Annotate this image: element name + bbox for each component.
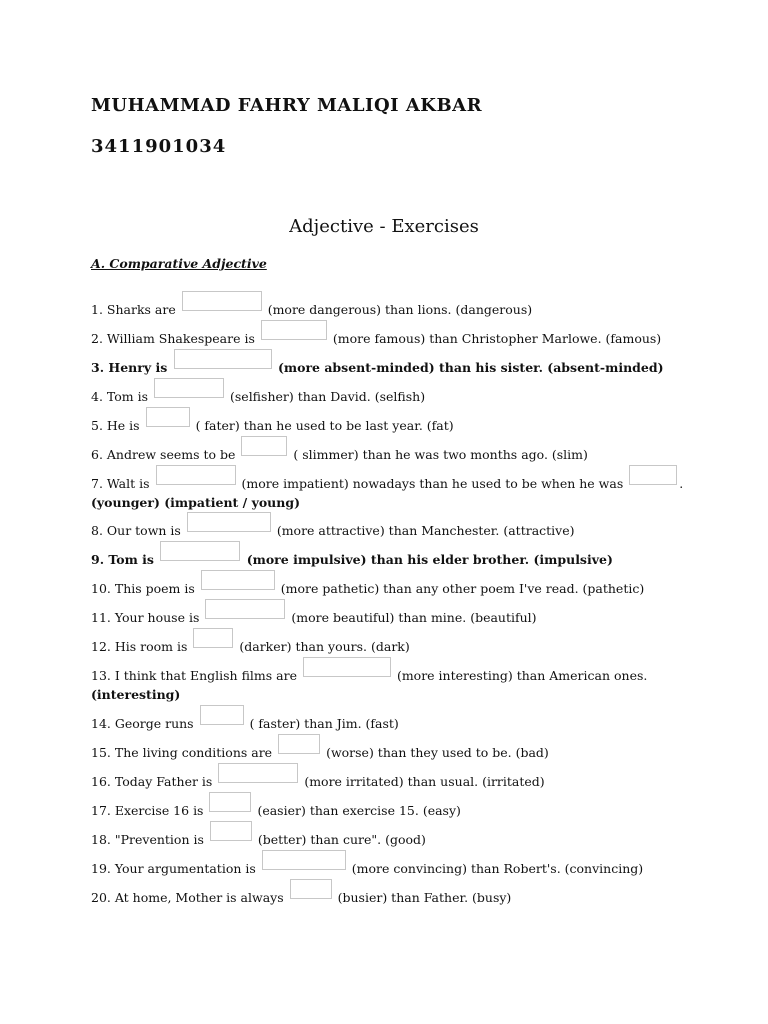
- item-answer: ( faster) than Jim. (fast): [249, 716, 399, 731]
- exercise-item-6: [91, 442, 651, 464]
- item-prompt: 18. "Prevention is: [91, 832, 204, 847]
- answer-field[interactable]: [193, 628, 233, 648]
- exercise-item-5: [91, 413, 651, 435]
- item-answer: ( slimmer) than he was two months ago. (slim): [293, 447, 588, 462]
- item-prompt: 16. Today Father is: [91, 774, 213, 789]
- answer-field[interactable]: [200, 705, 244, 725]
- item-answer: (busier) than Father. (busy): [337, 890, 512, 905]
- exercise-item-8: [91, 518, 651, 540]
- item-answer: (more pathetic) than any other poem I've read. (pathetic): [280, 581, 645, 596]
- item-continuation: (interesting): [91, 687, 181, 702]
- item-prompt: 5. He is: [91, 418, 140, 433]
- student-name: MUHAMMAD FAHRY MALIQI AKBAR: [91, 95, 483, 116]
- item-answer: (selfisher) than David. (selfish): [230, 389, 426, 404]
- answer-field[interactable]: [154, 378, 224, 398]
- item-answer: (more convincing) than Robert's. (convincing): [351, 861, 644, 876]
- item-continuation: (younger) (impatient / young): [91, 495, 301, 510]
- student-id: 3411901034: [91, 136, 227, 157]
- item-answer: (more dangerous) than lions. (dangerous): [267, 302, 533, 317]
- item-prompt: 10. This poem is: [91, 581, 195, 596]
- answer-field[interactable]: [156, 465, 236, 485]
- answer-field[interactable]: [205, 599, 285, 619]
- item-answer: (more irritated) than usual. (irritated): [304, 774, 545, 789]
- item-prompt: 20. At home, Mother is always: [91, 890, 284, 905]
- item-answer: (better) than cure". (good): [257, 832, 426, 847]
- item-prompt: 12. His room is: [91, 639, 188, 654]
- item-answer: (more impulsive) than his elder brother. (impulsive): [246, 552, 613, 567]
- item-answer: (more famous) than Christopher Marlowe. (famous): [332, 331, 662, 346]
- exercise-item-20: [91, 885, 651, 907]
- item-prompt: 3. Henry is: [91, 360, 168, 375]
- exercise-item-3: [91, 355, 664, 377]
- exercise-item-15: [91, 740, 651, 762]
- exercise-item-12: [91, 634, 651, 656]
- answer-field[interactable]: [241, 436, 287, 456]
- answer-field[interactable]: [160, 541, 240, 561]
- item-answer: ( fater) than he used to be last year. (fat): [195, 418, 454, 433]
- answer-field[interactable]: [290, 879, 332, 899]
- item-prompt: 7. Walt is: [91, 476, 150, 491]
- item-prompt: 17. Exercise 16 is: [91, 803, 204, 818]
- item-prompt: 1. Sharks are: [91, 302, 176, 317]
- item-prompt: 13. I think that English films are: [91, 668, 297, 683]
- item-prompt: 19. Your argumentation is: [91, 861, 256, 876]
- exercise-item-18: [91, 827, 651, 849]
- item-answer: (more beautiful) than mine. (beautiful): [291, 610, 537, 625]
- item-answer: (more interesting) than American ones.: [396, 668, 648, 683]
- section-heading: A. Comparative Adjective: [91, 256, 267, 271]
- item-answer: (more absent-minded) than his sister. (absent-minded): [277, 360, 664, 375]
- item-prompt: 2. William Shakespeare is: [91, 331, 255, 346]
- answer-field[interactable]: [182, 291, 262, 311]
- exercise-item-17: [91, 798, 651, 820]
- answer-field[interactable]: [174, 349, 272, 369]
- exercise-item-14: [91, 711, 651, 733]
- answer-field[interactable]: [187, 512, 271, 532]
- item-prompt: 11. Your house is: [91, 610, 200, 625]
- answer-field[interactable]: [278, 734, 320, 754]
- item-answer: (worse) than they used to be. (bad): [326, 745, 549, 760]
- exercise-item-11: [91, 605, 651, 627]
- answer-field[interactable]: [210, 821, 252, 841]
- exercise-item-19: [91, 856, 651, 878]
- item-period: .: [679, 476, 684, 491]
- answer-field[interactable]: [209, 792, 251, 812]
- answer-field[interactable]: [218, 763, 298, 783]
- answer-field[interactable]: [262, 850, 346, 870]
- item-prompt: 4. Tom is: [91, 389, 149, 404]
- answer-field-2[interactable]: [629, 465, 677, 485]
- item-answer: (more impatient) nowadays than he used to be when he was: [241, 476, 624, 491]
- item-prompt: 9. Tom is: [91, 552, 154, 567]
- answer-field[interactable]: [201, 570, 275, 590]
- exercise-item-4: [91, 384, 651, 406]
- page-title: Adjective - Exercises: [289, 216, 479, 237]
- item-prompt: 8. Our town is: [91, 523, 181, 538]
- exercise-item-10: [91, 576, 651, 598]
- item-answer: (darker) than yours. (dark): [239, 639, 410, 654]
- exercise-item-2: [91, 326, 662, 348]
- exercise-item-13: [91, 663, 651, 704]
- exercise-item-16: [91, 769, 651, 791]
- answer-field[interactable]: [261, 320, 327, 340]
- item-prompt: 14. George runs: [91, 716, 194, 731]
- exercise-item-1: [91, 297, 651, 319]
- exercise-item-7: [91, 471, 684, 512]
- item-answer: (easier) than exercise 15. (easy): [257, 803, 461, 818]
- answer-field[interactable]: [146, 407, 190, 427]
- item-prompt: 6. Andrew seems to be: [91, 447, 236, 462]
- answer-field[interactable]: [303, 657, 391, 677]
- exercise-item-9: [91, 547, 651, 569]
- item-prompt: 15. The living conditions are: [91, 745, 273, 760]
- item-answer: (more attractive) than Manchester. (attractive): [276, 523, 575, 538]
